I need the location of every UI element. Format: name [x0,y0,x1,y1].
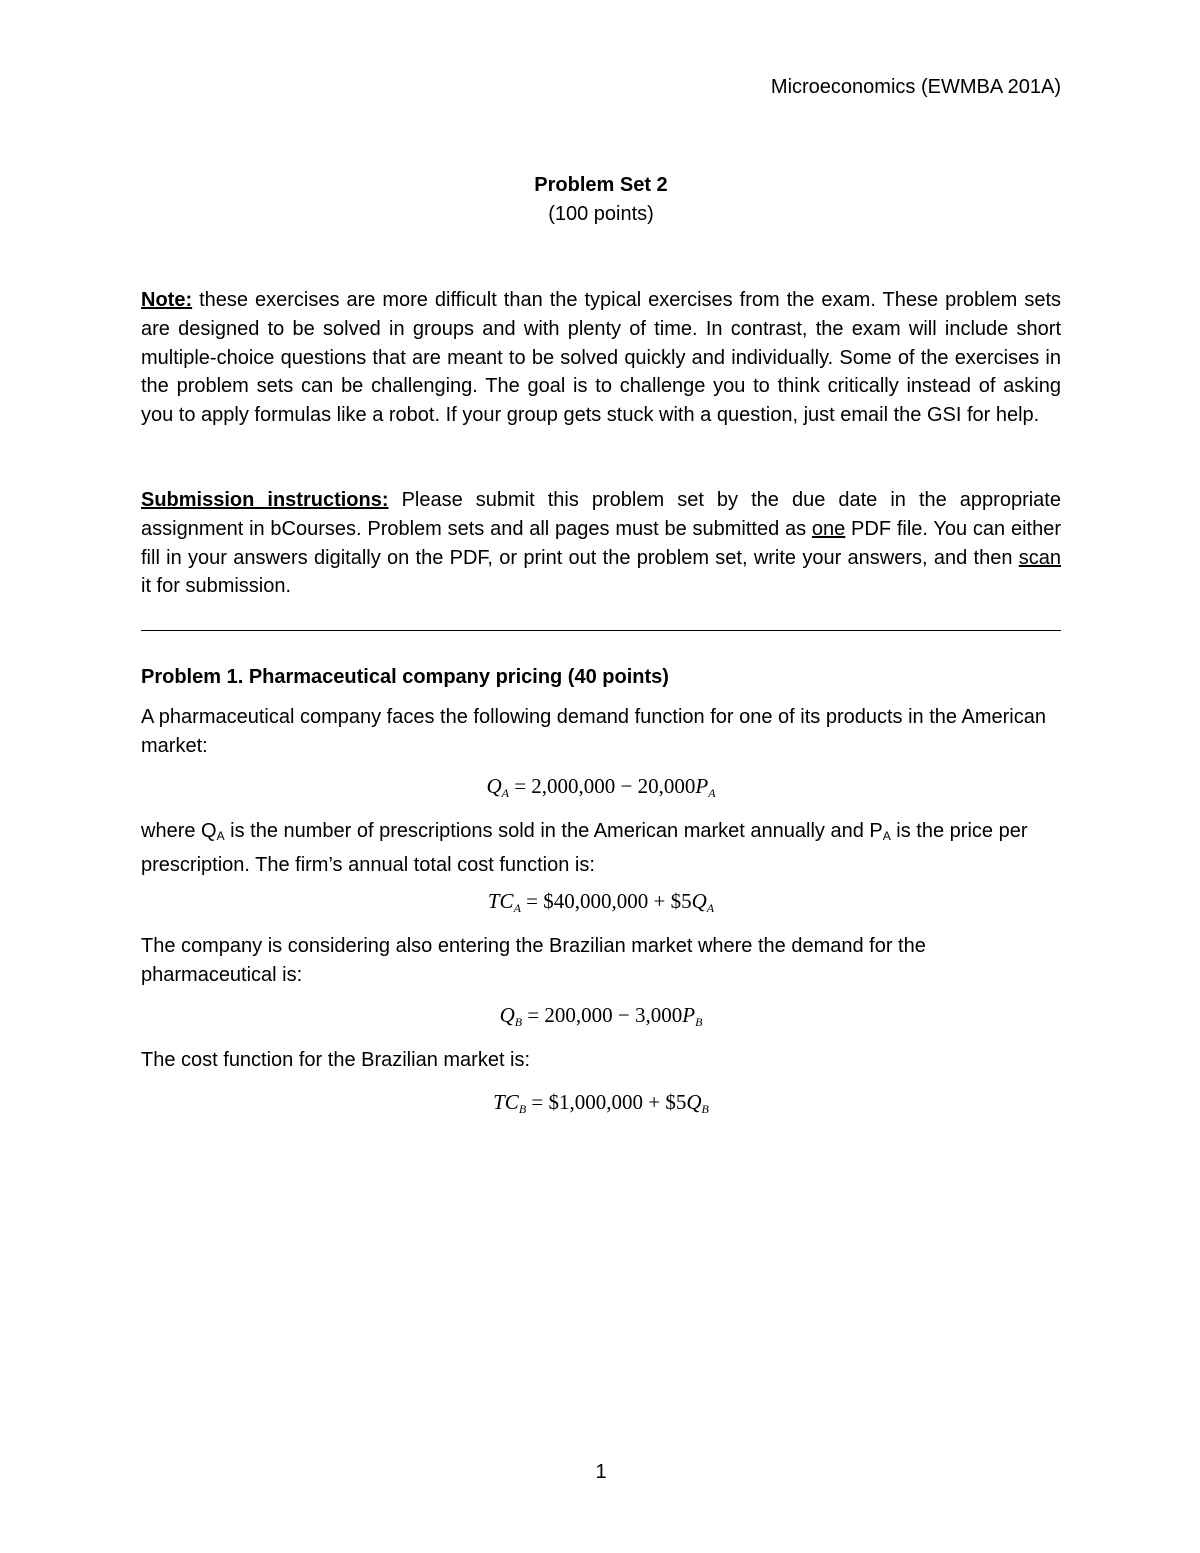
problem-set-title: Problem Set 2 [534,174,668,196]
submission-text-1: Please submit this problem set by the due date in the appropriate assignment in bCourses. Problem sets and all pages must be submitted as [141,489,1061,540]
submission-label: Submission instructions: [141,489,389,511]
eq-variable-subscript: A [706,901,715,915]
problem-1-intro: A pharmaceutical company faces the following demand function for one of its products in the American market: [141,706,1046,757]
eq-lhs: TC [487,889,514,913]
problem-1-title: Problem 1. Pharmaceutical company pricing (40 points) [141,666,669,688]
eq-lhs: TC [493,1090,519,1114]
submission-text-3: it for submission. [141,575,292,598]
eq-rhs: = 2,000,000 − 20,000 [508,774,696,798]
submission-emphasis-one: one [811,517,846,540]
course-header: Microeconomics (EWMBA 201A) [770,76,1061,98]
page-number: 1 [595,1461,607,1483]
eq-rhs: = $40,000,000 + $5 [520,889,692,913]
document-page [141,0,1061,1553]
eq-lhs: Q [499,1003,515,1027]
equation-cost-brazil [141,1088,1061,1123]
submission-paragraph [141,486,1061,601]
equation-cost-american [141,887,1061,922]
eq-variable: P [682,1003,696,1027]
note-text: these exercises are more difficult than the typical exercises from the exam. These problem sets are designed to be solved in groups and with plenty of time. In contrast, the exam will include short multiple-choice questions that are meant to be solved quickly and individually. Some of the exercises in the problem sets can be challenging. The goal is to challenge you to think critically instead of asking you to apply formulas like a robot. If your group gets stuck with a question, just email the GSI for help. [141,289,1061,427]
eq-lhs: Q [486,774,502,798]
where-subscript-2: A [882,829,891,843]
title-block [141,171,1061,229]
where-text-2: is the number of prescriptions sold in the American market annually and P [224,820,883,842]
eq-rhs: = $1,000,000 + $5 [526,1090,687,1114]
eq-variable-subscript: B [695,1015,703,1029]
eq-lhs-subscript: B [518,1102,527,1116]
eq-variable-subscript: B [701,1102,709,1116]
eq-variable: Q [691,889,707,913]
problem-set-points: (100 points) [548,203,654,225]
eq-lhs-subscript: A [501,786,509,800]
brazil-intro-text: The company is considering also entering the Brazilian market where the demand for the pharmaceutical is: [141,935,926,986]
section-divider [141,630,1061,631]
eq-variable-subscript: A [708,786,716,800]
where-text-1: where Q [141,820,217,842]
where-subscript-1: A [216,829,225,843]
equation-demand-brazil [141,1001,1061,1036]
where-american-text [141,817,1061,880]
brazil-cost-intro-text: The cost function for the Brazilian market is: [141,1049,531,1071]
eq-variable: P [695,774,709,798]
submission-text-2: PDF file. You can either fill in your answers digitally on the PDF, or print out the problem set, write your answers, and then [141,517,1061,569]
eq-rhs: = 200,000 − 3,000 [522,1003,683,1027]
eq-lhs-subscript: A [513,901,521,915]
equation-demand-american [141,772,1061,807]
eq-variable: Q [686,1090,702,1114]
note-label: Note: [141,289,193,311]
submission-emphasis-scan: scan [1018,546,1061,569]
eq-lhs-subscript: B [514,1015,523,1029]
where-text-3: is the price per prescription. The firm’s annual total cost function is: [141,820,1028,876]
note-paragraph [141,286,1061,430]
